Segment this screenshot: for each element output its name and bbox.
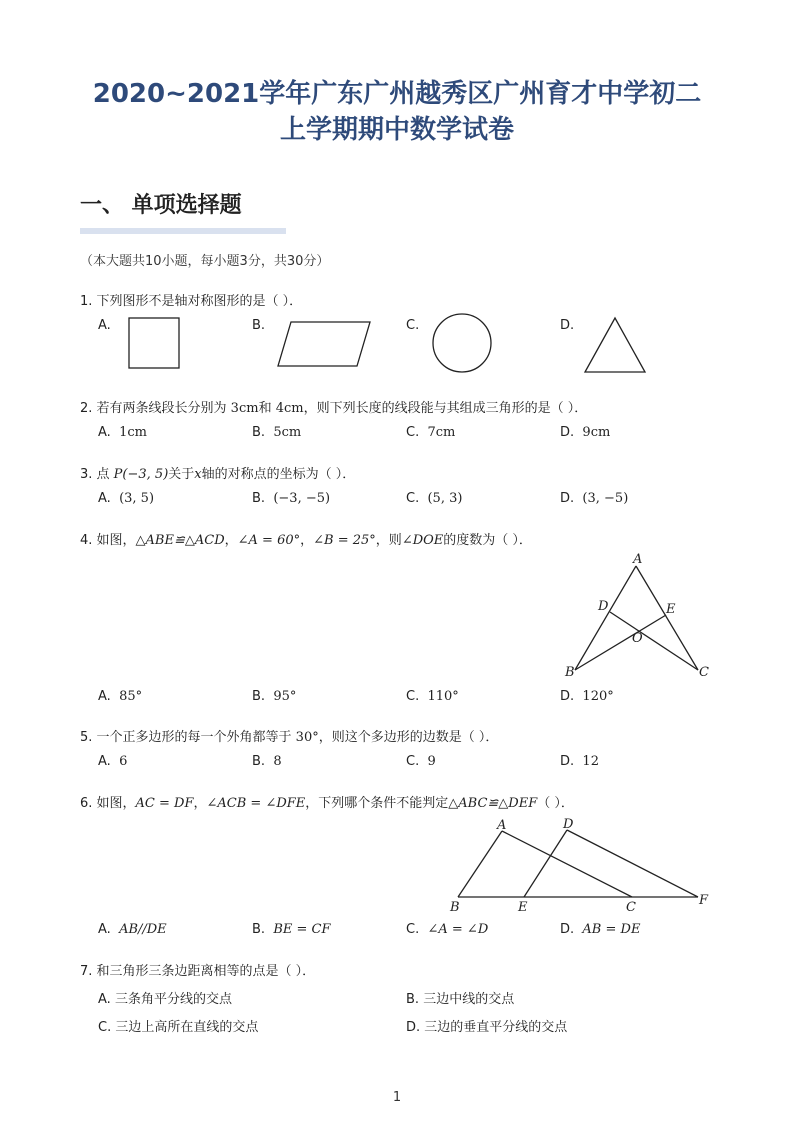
question-1-stem: 1. 下列图形不是轴对称图形的是（ ）． xyxy=(80,294,303,309)
q4-angle-b: ∠B = 25° xyxy=(313,533,376,548)
q7-option-b xyxy=(406,988,514,1007)
exam-title-line2: 上学期期中数学试卷 xyxy=(279,115,514,145)
q6-segment-df xyxy=(567,830,698,897)
q7-option-a xyxy=(98,988,232,1007)
q6-option-a-label: A. xyxy=(98,922,111,937)
exam-title-line1: 2020~2021学年广东广州越秀区广州育才中学初二 xyxy=(92,79,702,109)
section-note: （本大题共10小题，每小题3分，共30分） xyxy=(80,254,330,269)
q2-option-d-value: 9cm xyxy=(582,425,611,440)
q6-option-d-value: AB = DE xyxy=(582,922,641,937)
q6-congruence: △ABC≌△DEF xyxy=(448,796,538,811)
q5-option-b-label: B. xyxy=(252,754,266,769)
q6-option-d xyxy=(560,922,640,937)
q6-stem-b: ，下列哪个条件不能判定 xyxy=(305,796,449,811)
q6-segment-ac xyxy=(502,831,632,897)
q4-label-d: D xyxy=(598,599,609,614)
q2-option-a-label: A. xyxy=(98,425,111,440)
q4-option-c-label: C. xyxy=(406,689,420,704)
q5-option-d-label: D. xyxy=(560,754,575,769)
q6-option-b-label: B. xyxy=(252,922,266,937)
q4-option-d-value: 120° xyxy=(582,689,614,704)
q4-stem-b: ，则 xyxy=(375,533,402,548)
q4-sep-1: ， xyxy=(224,533,238,548)
q4-stem-c: 的度数为（ ）． xyxy=(443,533,532,548)
q3-stem-a: 3. 点 xyxy=(80,467,114,482)
q7-option-c-value: 三边上高所在直线的交点 xyxy=(115,1020,259,1035)
q6-condition-1: AC = DF xyxy=(135,796,194,811)
q5-angle: 30° xyxy=(295,730,319,745)
q5-option-c-value: 9 xyxy=(427,754,436,769)
q6-option-a xyxy=(98,922,167,937)
q6-stem-c: （ ）． xyxy=(537,796,574,811)
q6-stem-a: 6. 如图， xyxy=(80,796,136,811)
q5-option-b-value: 8 xyxy=(273,754,282,769)
q3-axis: x xyxy=(194,467,202,482)
q6-option-c xyxy=(406,922,488,937)
q2-stem-b: 和 xyxy=(258,401,276,416)
q1-option-a-label: A. xyxy=(98,318,111,333)
page-number: 1 xyxy=(392,1090,402,1105)
q2-length-2: 4cm xyxy=(275,401,304,416)
q2-stem-c: ，则下列长度的线段能与其组成三角形的是（ ）． xyxy=(303,401,588,416)
q3-stem-b: 关于 xyxy=(168,467,195,482)
q7-option-b-value: 三边中线的交点 xyxy=(423,992,515,1007)
q4-option-a-value: 85° xyxy=(119,689,143,704)
q6-option-a-value: AB//DE xyxy=(119,922,167,937)
q3-option-d-value: (3, −5) xyxy=(582,491,629,506)
q3-option-c-label: C. xyxy=(406,491,420,506)
q4-stem-a: 4. 如图， xyxy=(80,533,136,548)
q6-label-b: B xyxy=(450,900,460,915)
q6-label-c: C xyxy=(626,900,636,915)
q4-congruence: △ABE≌△ACD xyxy=(135,533,225,548)
q3-option-b-value: (−3, −5) xyxy=(273,491,331,506)
q6-sep-1: ， xyxy=(193,796,207,811)
q4-angle-doe: ∠DOE xyxy=(401,533,444,548)
q7-option-d-value: 三边的垂直平分线的交点 xyxy=(424,1020,568,1035)
q3-option-a-value: (3, 5) xyxy=(119,491,155,506)
q3-option-d-label: D. xyxy=(560,491,575,506)
q2-length-1: 3cm xyxy=(230,401,259,416)
q2-stem-a: 2. 若有两条线段长分别为 xyxy=(80,401,231,416)
q6-label-e: E xyxy=(518,900,528,915)
q4-label-o: O xyxy=(632,631,643,646)
q4-angle-a: ∠A = 60° xyxy=(237,533,301,548)
q2-option-b-label: B. xyxy=(252,425,266,440)
q3-option-b-label: B. xyxy=(252,491,266,506)
q5-option-a-value: 6 xyxy=(119,754,128,769)
q6-label-a: A xyxy=(497,818,507,833)
q6-segment-de xyxy=(524,830,567,897)
q6-label-d: D xyxy=(563,817,574,832)
q7-option-c xyxy=(98,1016,258,1035)
q2-option-c-value: 7cm xyxy=(427,425,456,440)
q3-point: P(−3, 5) xyxy=(113,467,169,482)
q6-option-b xyxy=(252,922,331,937)
q5-stem-a: 5. 一个正多边形的每一个外角都等于 xyxy=(80,730,296,745)
q4-label-e: E xyxy=(666,602,676,617)
q7-option-a-label: A. xyxy=(98,992,111,1007)
q4-option-b-value: 95° xyxy=(273,689,297,704)
q3-option-c-value: (5, 3) xyxy=(427,491,463,506)
q4-label-a: A xyxy=(633,552,643,567)
q1-option-c-label: C. xyxy=(406,318,420,333)
q3-stem-c: 轴的对称点的坐标为（ ）． xyxy=(201,467,356,482)
q3-option-a-label: A. xyxy=(98,491,111,506)
q4-option-b-label: B. xyxy=(252,689,266,704)
q7-option-c-label: C. xyxy=(98,1020,112,1035)
q2-option-d-label: D. xyxy=(560,425,575,440)
q6-option-d-label: D. xyxy=(560,922,575,937)
q4-label-c: C xyxy=(699,665,709,680)
q6-option-b-value: BE = CF xyxy=(273,922,331,937)
q7-option-b-label: B. xyxy=(406,992,420,1007)
question-7-stem: 7. 和三角形三条边距离相等的点是（ ）． xyxy=(80,964,316,979)
q2-option-a-value: 1cm xyxy=(119,425,147,440)
q4-option-c-value: 110° xyxy=(427,689,459,704)
q2-option-c-label: C. xyxy=(406,425,420,440)
q6-segment-ab xyxy=(458,831,502,897)
q4-option-a-label: A. xyxy=(98,689,111,704)
q2-option-b-value: 5cm xyxy=(273,425,302,440)
q4-option-d-label: D. xyxy=(560,689,575,704)
q6-condition-2: ∠ACB = ∠DFE xyxy=(206,796,306,811)
q7-option-a-value: 三条角平分线的交点 xyxy=(114,992,232,1007)
q4-label-b: B xyxy=(565,665,575,680)
q1-option-b-label: B. xyxy=(252,318,266,333)
q6-option-c-label: C. xyxy=(406,922,420,937)
q5-stem-b: ，则这个多边形的边数是（ ）． xyxy=(318,730,499,745)
q1-option-d-label: D. xyxy=(560,318,575,333)
q6-label-f: F xyxy=(699,893,709,908)
q5-option-a-label: A. xyxy=(98,754,111,769)
section-heading: 一、 单项选择题 xyxy=(80,193,242,218)
q7-option-d-label: D. xyxy=(406,1020,421,1035)
q7-option-d xyxy=(406,1016,567,1035)
q5-option-c-label: C. xyxy=(406,754,420,769)
q4-sep-2: ， xyxy=(300,533,314,548)
q5-option-d-value: 12 xyxy=(582,754,599,769)
q6-option-c-value: ∠A = ∠D xyxy=(427,922,489,937)
